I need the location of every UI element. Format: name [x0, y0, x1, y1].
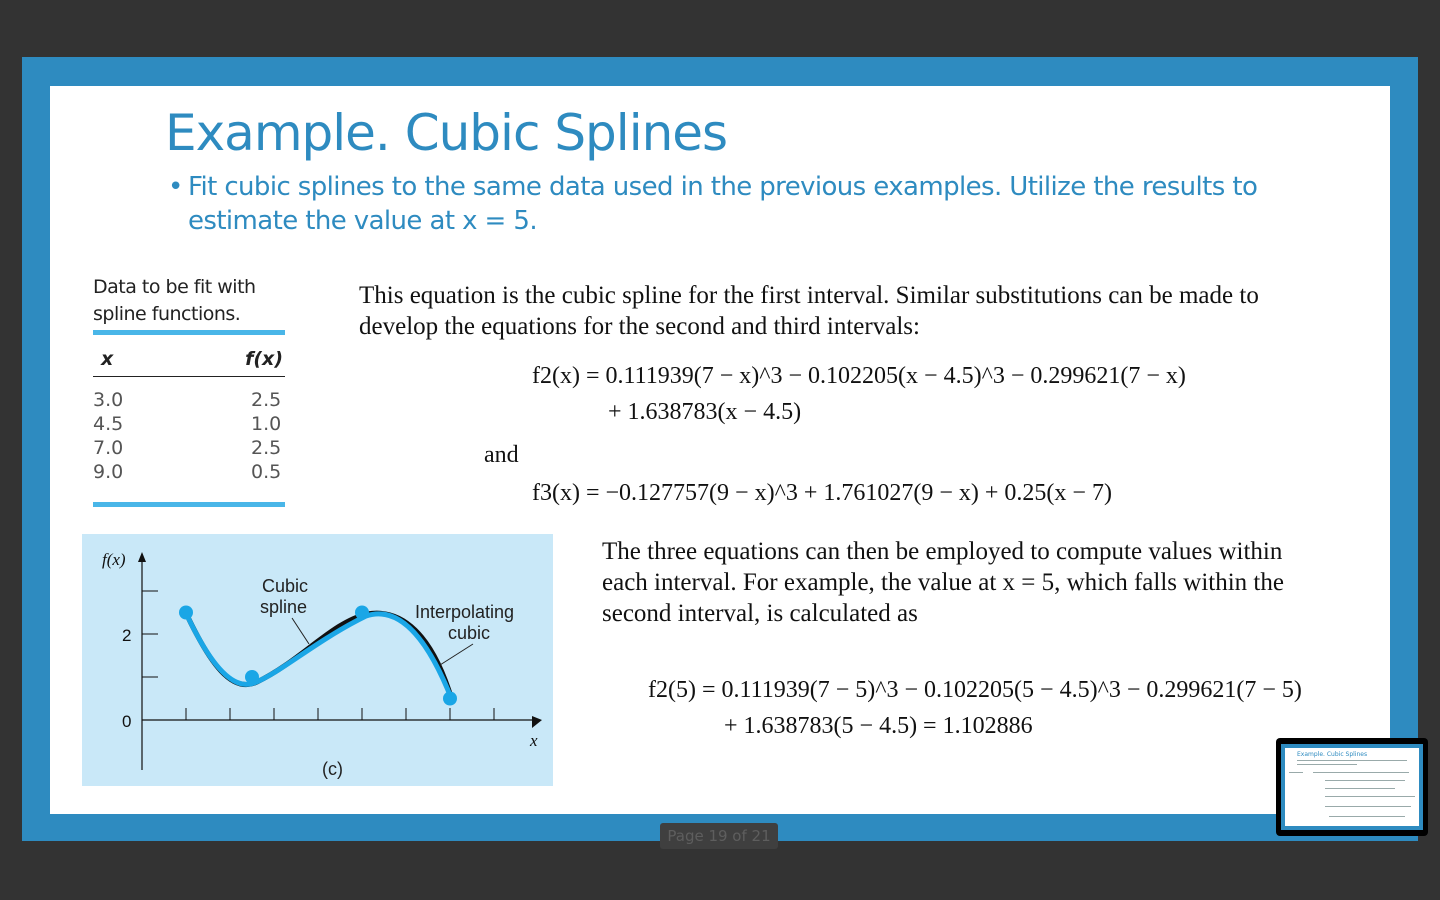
slide — [50, 86, 1390, 814]
table-row — [93, 436, 285, 460]
panel-label: (c) — [322, 759, 343, 779]
bullet-text: Fit cubic splines to the same data used in the previous examples. Utilize the results to estimate the value at x = 5. — [188, 172, 1258, 236]
thumbnail-line — [1329, 816, 1405, 817]
interpolating-label-1: Interpolating — [415, 602, 515, 622]
table-caption — [93, 274, 285, 328]
thumbnail-title: Example. Cubic Splines — [1297, 751, 1368, 758]
table-body — [93, 388, 285, 484]
thumbnail-line — [1289, 772, 1303, 773]
x-axis-arrow — [532, 716, 542, 728]
thumbnail-line — [1313, 772, 1409, 773]
table-cell-f: 2.5 — [251, 437, 282, 459]
thumbnail-line — [1325, 796, 1415, 797]
cubic-spline-pointer — [292, 618, 309, 644]
table-cell-x: 4.5 — [93, 413, 124, 435]
data-point — [355, 606, 369, 620]
thumbnail-line — [1297, 760, 1407, 761]
interpolating-cubic-curve — [186, 613, 452, 700]
data-table — [93, 274, 285, 483]
table-row — [93, 412, 285, 436]
data-point — [179, 606, 193, 620]
table-row — [93, 388, 285, 412]
table-cell-f: 2.5 — [251, 389, 282, 411]
equation-f3: f3(x) = −0.127757(9 − x)^3 + 1.761027(9 − x) + 0.25(x − 7) — [532, 480, 1112, 506]
paragraph-intro: This equation is the cubic spline for the first interval. Similar substitutions can be made to develop the equations for the second and third intervals: — [359, 282, 1259, 340]
y-tick-label-2: 2 — [122, 626, 132, 645]
slide-title: Example. Cubic Splines — [165, 104, 728, 162]
paragraph-evaluation: The three equations can then be employed to compute values within each interval. For example, the value at x = 5, which falls within the second interval, is calculated as — [602, 538, 1284, 627]
bullet-dot: • — [168, 172, 183, 202]
table-rule — [93, 376, 285, 377]
table-header-x: x — [101, 348, 114, 370]
cubic-spline-label-2: spline — [260, 597, 308, 617]
table-caption-line2: spline functions. — [93, 303, 241, 325]
y-axis-label: f(x) — [102, 550, 126, 569]
interpolating-pointer — [440, 644, 473, 665]
interpolating-label-2: cubic — [448, 623, 491, 643]
equation-f2-line1: f2(x) = 0.111939(7 − x)^3 − 0.102205(x − 4.5)^3 − 0.299621(7 − x) — [532, 363, 1186, 389]
x-axis-label: x — [530, 731, 538, 750]
equation-f2-at-5-line2: + 1.638783(5 − 4.5) = 1.102886 — [724, 713, 1033, 739]
thumbnail-line — [1325, 788, 1395, 789]
table-top-bar — [93, 330, 285, 335]
table-caption-line1: Data to be fit with — [93, 276, 256, 298]
table-row — [93, 460, 285, 484]
thumbnail-line — [1325, 780, 1405, 781]
thumbnail-frame — [1281, 744, 1423, 830]
table-cell-f: 1.0 — [251, 413, 282, 435]
thumbnail-line — [1325, 806, 1411, 807]
table-bottom-bar — [93, 502, 285, 507]
thumbnail-slide — [1285, 748, 1419, 826]
spline-plot — [82, 534, 553, 786]
spline-figure — [82, 534, 553, 786]
table-cell-x: 9.0 — [93, 461, 124, 483]
table-cell-x: 3.0 — [93, 389, 124, 411]
y-axis-arrow — [138, 552, 146, 562]
page-indicator: Page 19 of 21 — [660, 823, 778, 849]
table-cell-x: 7.0 — [93, 437, 124, 459]
and-label: and — [484, 442, 519, 468]
equation-f2-at-5-line1: f2(5) = 0.111939(7 − 5)^3 − 0.102205(5 − 4.5)^3 − 0.299621(7 − 5) — [648, 677, 1302, 703]
data-point — [443, 692, 457, 706]
equation-f2-line2: + 1.638783(x − 4.5) — [608, 399, 802, 425]
y-tick-label-0: 0 — [122, 712, 132, 731]
slide-thumbnail[interactable] — [1276, 738, 1428, 836]
data-point — [245, 670, 259, 684]
thumbnail-line — [1297, 764, 1357, 765]
axes — [138, 552, 542, 770]
table-cell-f: 0.5 — [251, 461, 282, 483]
cubic-spline-label-1: Cubic — [262, 576, 309, 596]
slide-bullet — [168, 170, 1288, 238]
table-header-f: f(x) — [245, 348, 283, 370]
